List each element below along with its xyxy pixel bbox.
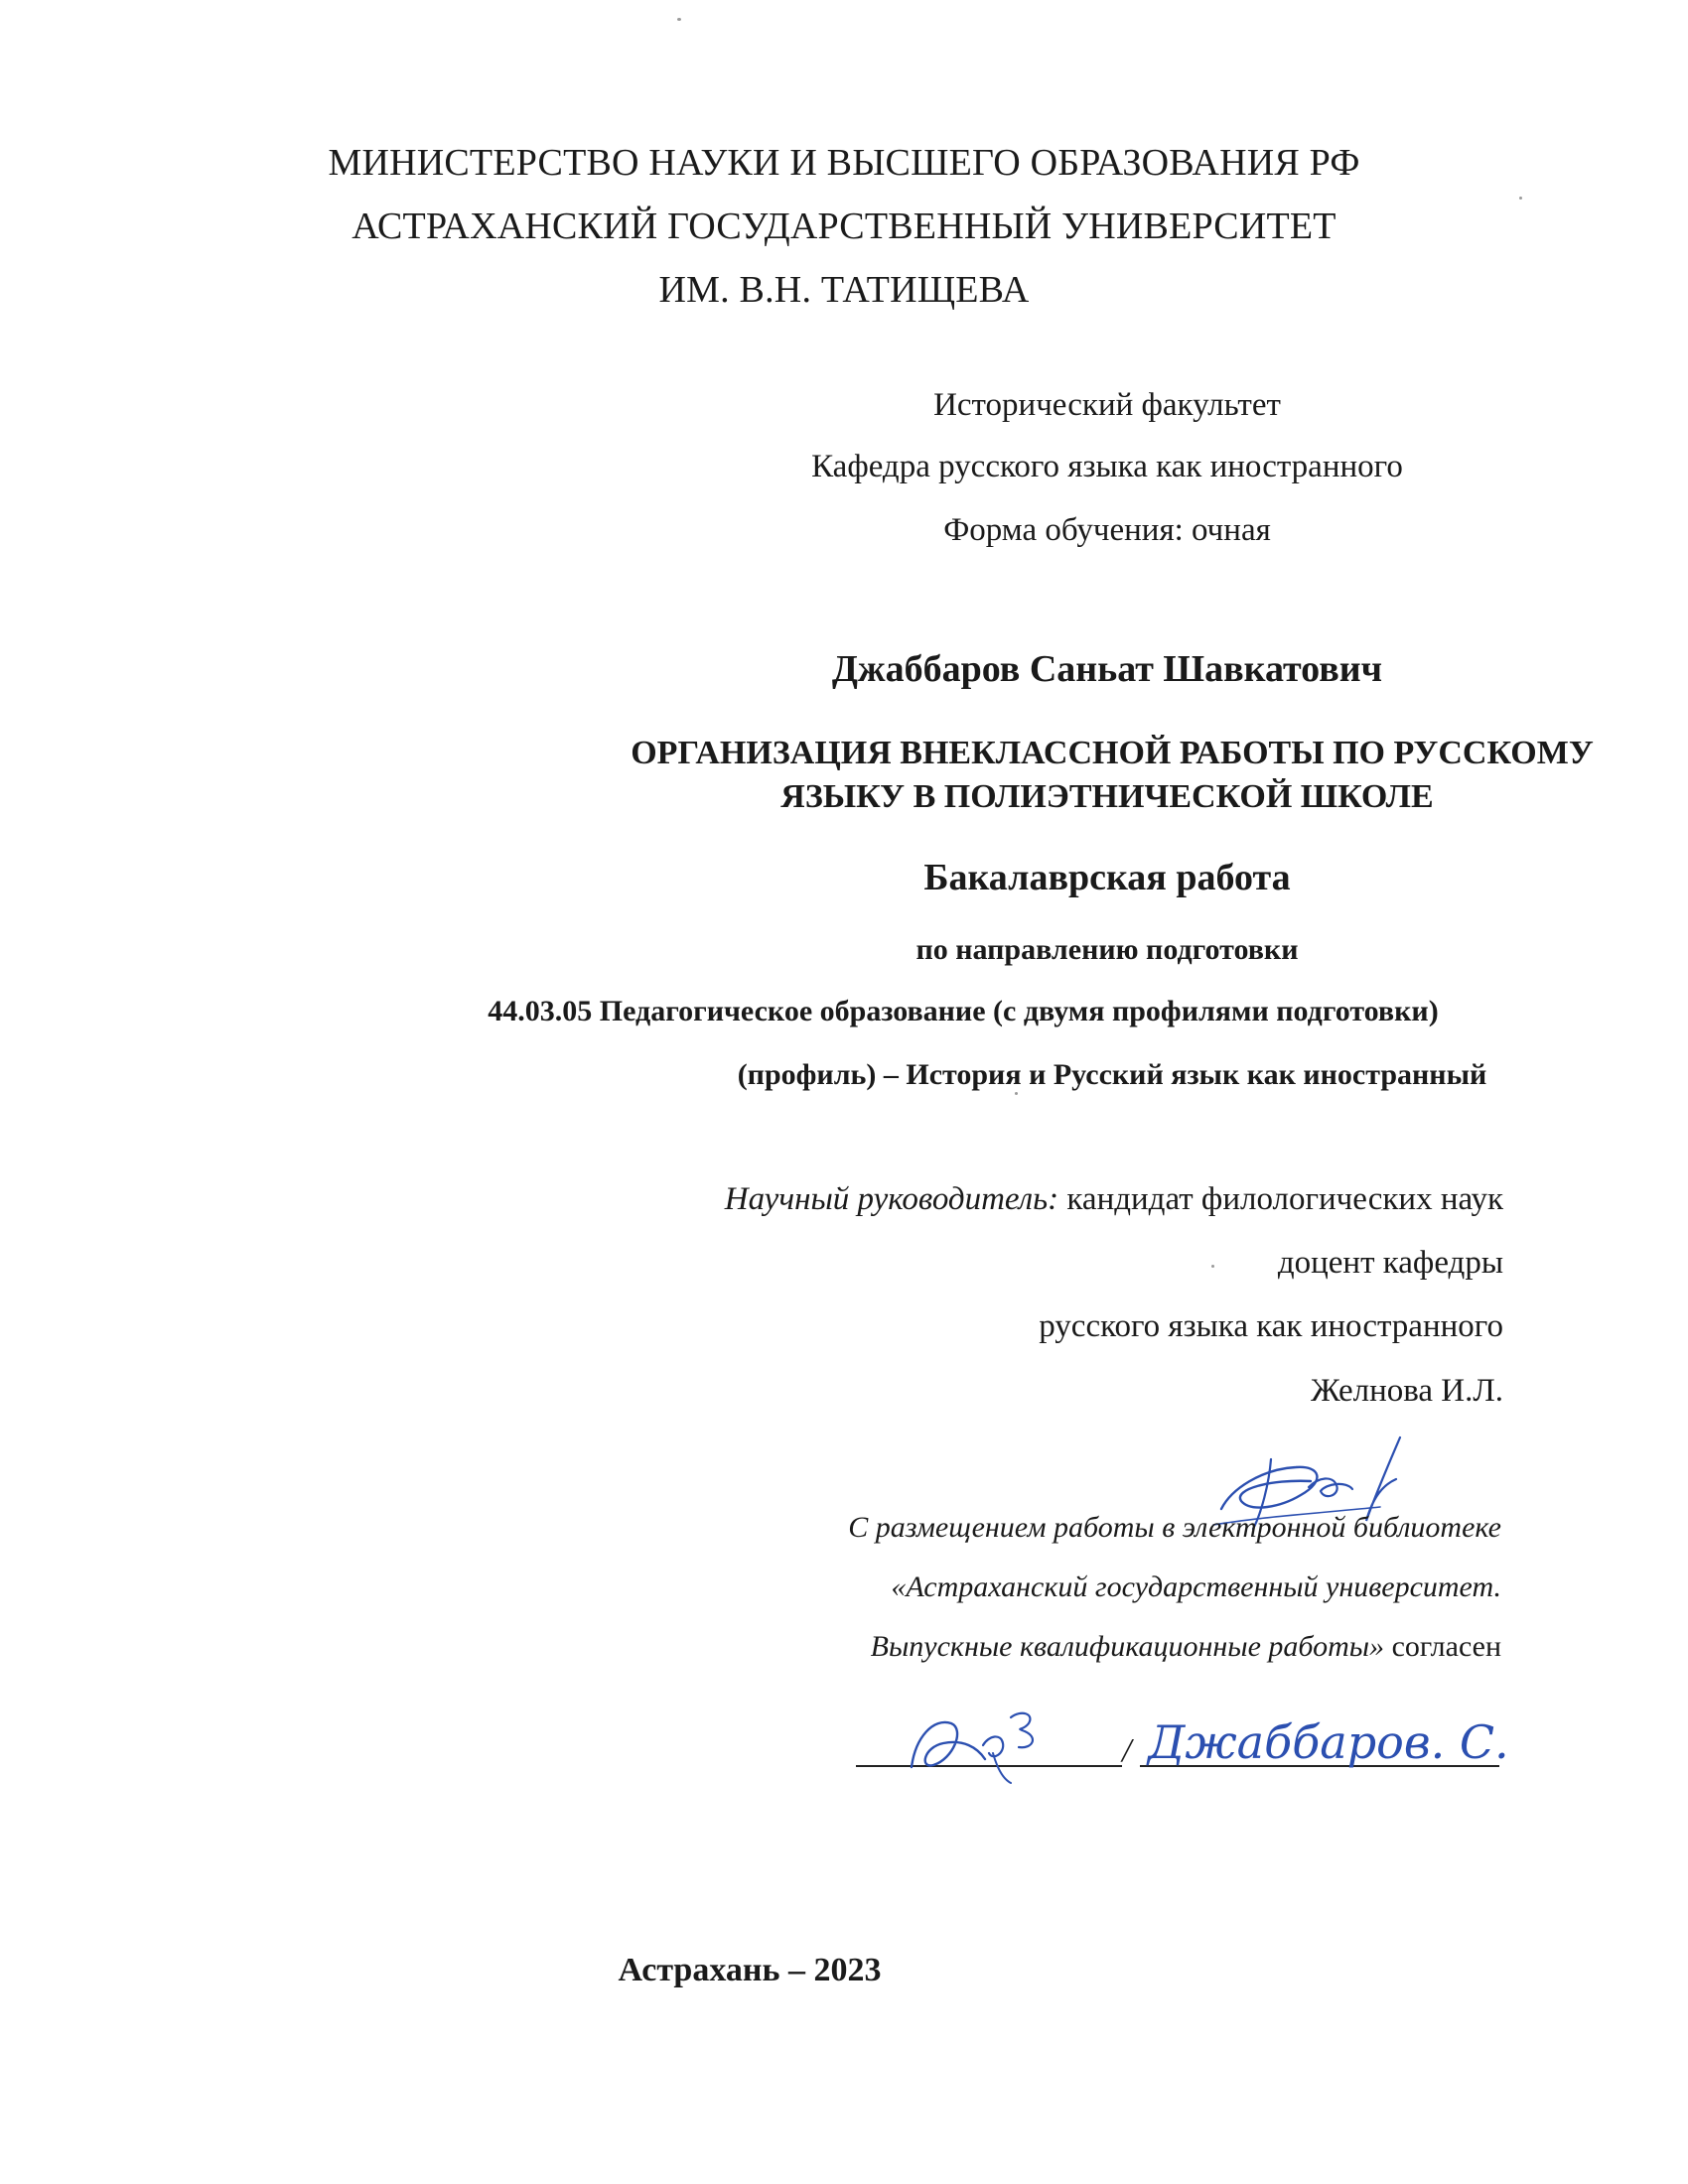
- thesis-title-line-1: ОРГАНИЗАЦИЯ ВНЕКЛАССНОЙ РАБОТЫ ПО РУССКОМУ: [631, 735, 1594, 771]
- consent-line-2: «Астраханский государственный университет.: [891, 1570, 1501, 1603]
- scan-speck: [1015, 1092, 1018, 1095]
- supervisor-department: русского языка как иностранного: [1039, 1308, 1503, 1344]
- university-name: ИМ. В.Н. ТАТИЩЕВА: [658, 269, 1030, 311]
- direction-code: 44.03.05 Педагогическое образование (с двумя профилями подготовки): [488, 995, 1439, 1027]
- work-type: Бакалаврская работа: [923, 857, 1291, 898]
- student-signature: [894, 1688, 1072, 1787]
- consent-line-3-italic: Выпускные квалификационные работы»: [870, 1630, 1385, 1663]
- author-name: Джаббаров Саньат Шавкатович: [831, 648, 1383, 690]
- thesis-title-line-2: ЯЗЫКУ В ПОЛИЭТНИЧЕСКОЙ ШКОЛЕ: [780, 778, 1434, 815]
- scan-speck: [1211, 1265, 1214, 1268]
- university-heading: АСТРАХАНСКИЙ ГОСУДАРСТВЕННЫЙ УНИВЕРСИТЕТ: [352, 205, 1336, 247]
- supervisor-degree: кандидат филологических наук: [1058, 1181, 1503, 1217]
- scan-speck: [677, 18, 681, 21]
- supervisor-name: Желнова И.Л.: [1311, 1373, 1503, 1409]
- signature-slash: /: [1122, 1732, 1132, 1769]
- student-name-handwritten: [1142, 1703, 1509, 1782]
- consent-line-1: С размещением работы в электронной библиотеке: [848, 1511, 1501, 1544]
- scan-speck: [1519, 197, 1522, 200]
- profile: (профиль) – История и Русский язык как иностранный: [737, 1058, 1487, 1091]
- supervisor-line: [725, 1181, 1503, 1218]
- ministry-heading: МИНИСТЕРСТВО НАУКИ И ВЫСШЕГО ОБРАЗОВАНИЯ РФ: [328, 142, 1360, 184]
- student-name-handwritten-text: Джаббаров. С.: [1148, 1715, 1509, 1769]
- faculty-name: Исторический факультет: [933, 387, 1281, 423]
- consent-line-3-plain: согласен: [1384, 1630, 1501, 1663]
- department-name: Кафедра русского языка как иностранного: [811, 449, 1403, 484]
- supervisor-label: Научный руководитель:: [724, 1181, 1059, 1217]
- direction-label: по направлению подготовки: [915, 933, 1299, 966]
- supervisor-position: доцент кафедры: [1277, 1245, 1503, 1281]
- consent-line-3: [871, 1630, 1501, 1664]
- city-year: Астрахань – 2023: [618, 1952, 882, 1988]
- study-form: Форма обучения: очная: [943, 512, 1271, 548]
